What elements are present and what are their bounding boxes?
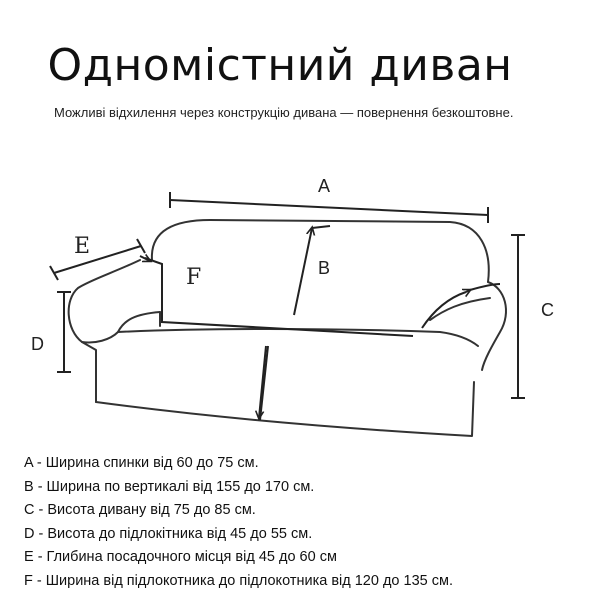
legend-item-e: E - Глибина посадочного місця від 45 до 60 см [24, 549, 337, 566]
legend-item-d: D - Висота до підлокітника від 45 до 55 см. [24, 525, 313, 542]
dimension-e [50, 239, 145, 280]
sofa-right-armrest [482, 282, 506, 370]
legend-item-a: A - Ширина спинки від 60 до 75 см. [24, 455, 259, 471]
sofa-base [96, 382, 474, 436]
dimensions-legend [24, 452, 584, 594]
label-d: D [31, 334, 44, 354]
label-e: E [74, 234, 91, 259]
label-b: B [318, 258, 331, 278]
dimension-a [170, 192, 488, 223]
label-f: F [186, 265, 202, 290]
label-a: A [318, 176, 331, 196]
dimension-c [511, 235, 525, 398]
sofa-dimension-diagram [0, 160, 600, 450]
page-title: Одномістний диван [47, 40, 513, 91]
disclaimer-text: Можливі відхилення через конструкцію дивана — повернення безкоштовне. [54, 105, 514, 120]
legend-item-f: F - Ширина від підлокотника до підлокотника від 120 до 135 см. [24, 572, 453, 589]
legend-item-b: B - Ширина по вертикалі від 155 до 170 см. [24, 478, 315, 495]
legend-item-c: C - Висота дивану від 75 до 85 см. [24, 502, 256, 519]
sofa-seat-edge [118, 329, 478, 346]
label-c: C [541, 300, 554, 320]
